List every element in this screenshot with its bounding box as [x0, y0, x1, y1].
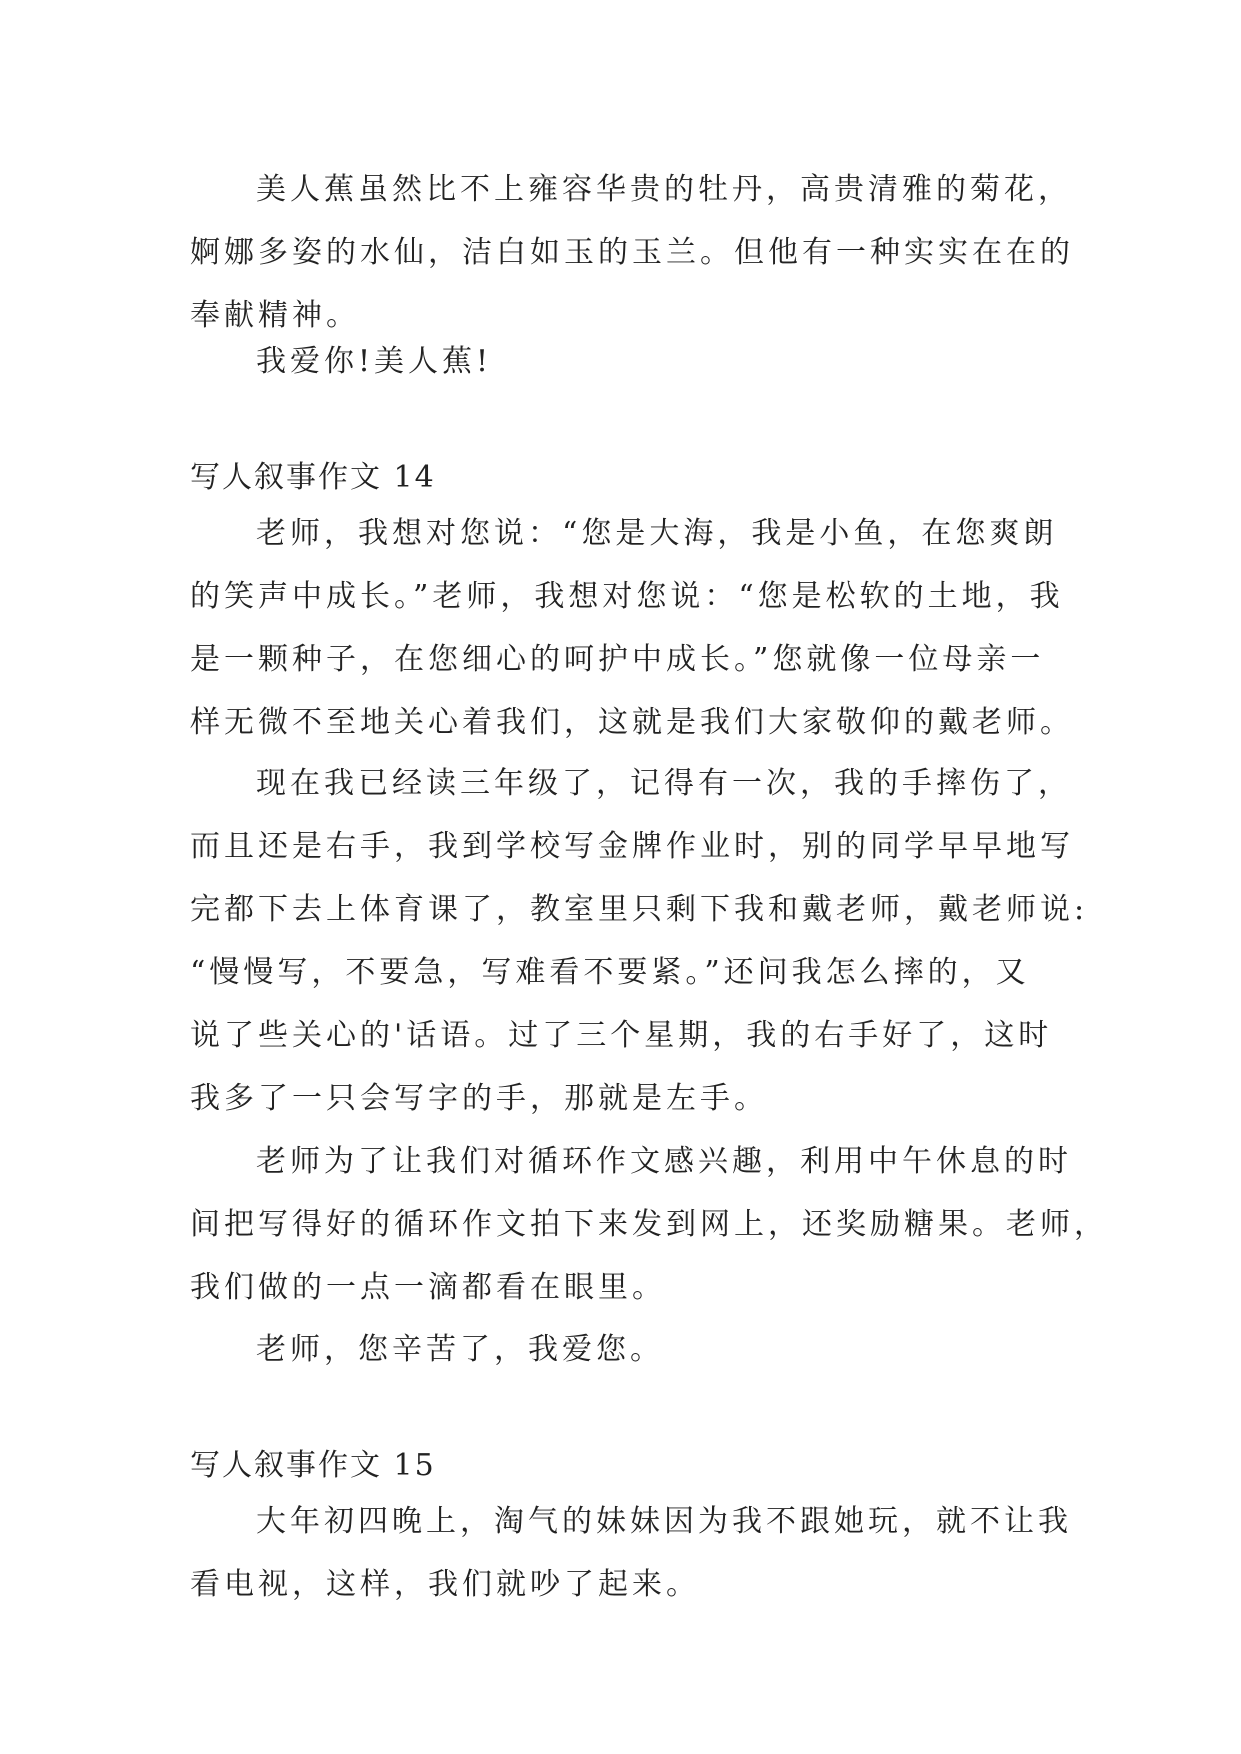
text-line: 的笑声中成长。”老师，我想对您说：“您是松软的土地，我	[190, 579, 1064, 614]
text-line: 而且还是右手，我到学校写金牌作业时，别的同学早早地写	[190, 829, 1074, 864]
text-line: 婀娜多姿的水仙，洁白如玉的玉兰。但他有一种实实在在的	[190, 235, 1074, 270]
essay14-paragraph-1	[190, 502, 1074, 754]
essay15-paragraph-1	[190, 1490, 1070, 1616]
text-line: 间把写得好的循环作文拍下来发到网上，还奖励糖果。老师，	[190, 1207, 1108, 1242]
essay14-heading-block	[190, 446, 1070, 509]
text-line: 老师为了让我们对循环作文感兴趣，利用中午休息的时	[256, 1144, 1072, 1179]
text-line: 是一颗种子，在您细心的呵护中成长。”您就像一位母亲一	[190, 642, 1045, 677]
text-line: 大年初四晚上，淘气的妹妹因为我不跟她玩，就不让我	[256, 1504, 1072, 1539]
text-line: 我多了一只会写字的手，那就是左手。	[190, 1081, 768, 1116]
text-line: 我们做的一点一滴都看在眼里。	[190, 1270, 666, 1305]
text-line: 样无微不至地关心着我们，这就是我们大家敬仰的戴老师。	[190, 705, 1074, 740]
essay-heading: 写人叙事作文 14	[190, 460, 436, 495]
text-line: 我爱你!美人蕉!	[256, 344, 493, 379]
text-line: 现在我已经读三年级了，记得有一次，我的手摔伤了，	[256, 766, 1072, 801]
essay13-paragraph-1	[190, 158, 1074, 347]
text-line: “慢慢写，不要急，写难看不要紧。”还问我怎么摔的，又	[190, 955, 1030, 990]
text-line: 完都下去上体育课了，教室里只剩下我和戴老师，戴老师说:	[190, 892, 1089, 927]
essay14-paragraph-2	[190, 752, 1089, 1130]
essay14-paragraph-4	[190, 1318, 1070, 1381]
text-line: 奉献精神。	[190, 298, 360, 333]
essay15-heading-block	[190, 1434, 1070, 1497]
text-line: 老师，您辛苦了，我爱您。	[256, 1332, 664, 1367]
text-line: 老师，我想对您说：“您是大海，我是小鱼，在您爽朗	[256, 516, 1058, 551]
essay14-paragraph-3	[190, 1130, 1108, 1319]
essay13-paragraph-2	[190, 330, 1070, 393]
essay-heading: 写人叙事作文 15	[190, 1448, 436, 1483]
text-line: 看电视，这样，我们就吵了起来。	[190, 1567, 700, 1602]
text-line: 美人蕉虽然比不上雍容华贵的牡丹，高贵清雅的菊花，	[256, 172, 1072, 207]
text-line: 说了些关心的'话语。过了三个星期，我的右手好了，这时	[190, 1018, 1053, 1053]
